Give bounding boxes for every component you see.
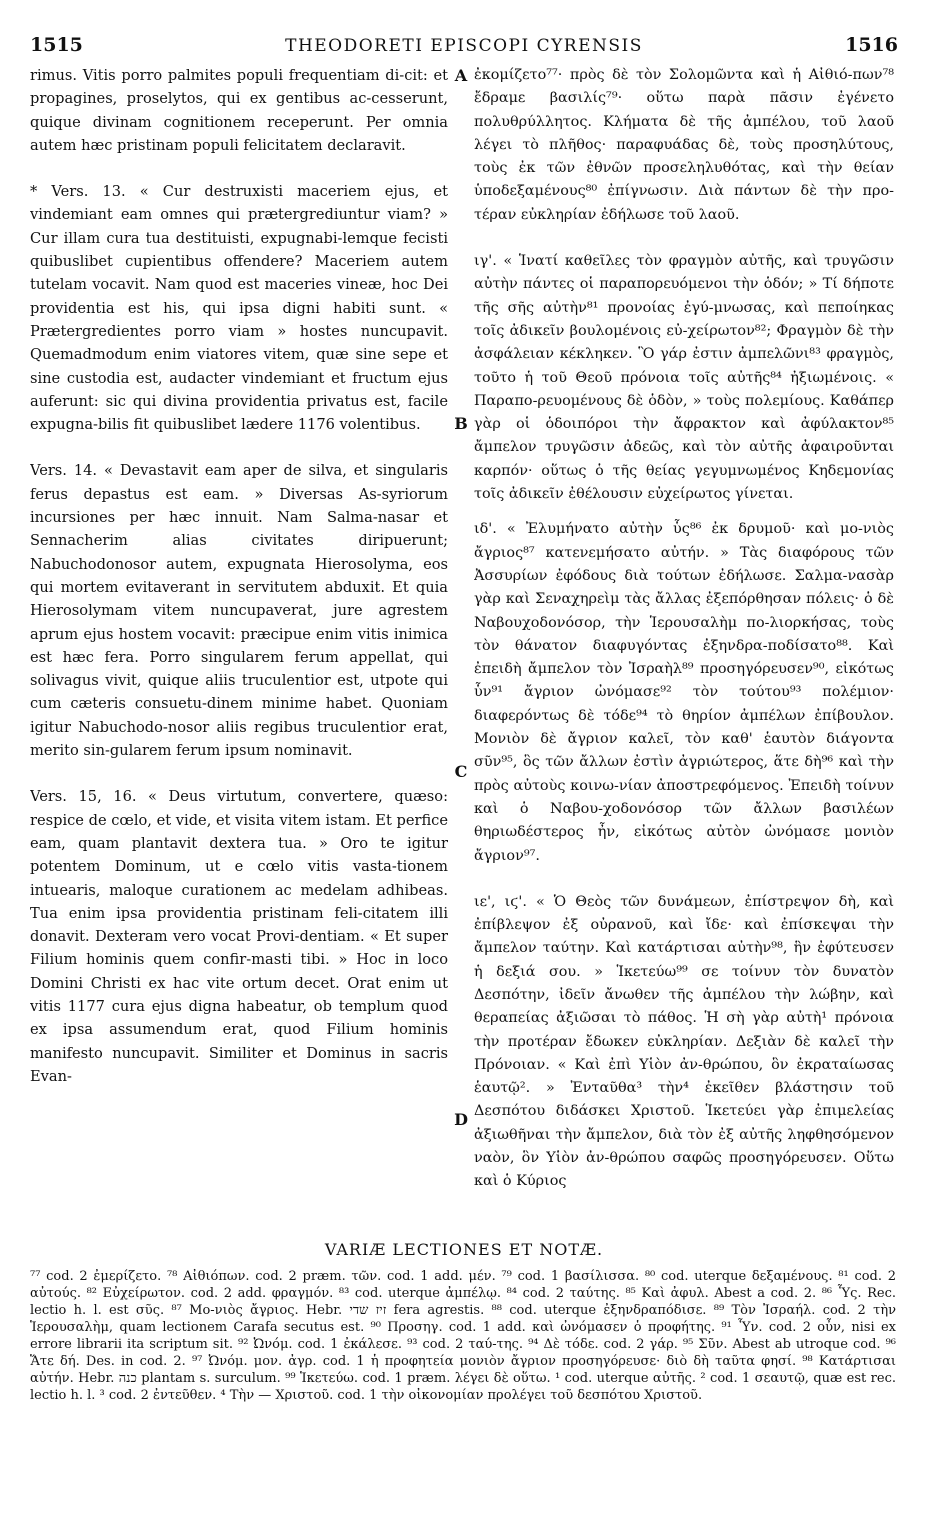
latin-paragraph: Vers. 15, 16. « Deus virtutum, convertere, quæso: respice de cœlo, et vide, et visita vitem istam. Et perfice eam, quam plantavit dextera tua. » Oro te igitur potentem Dominum, ut e cœlo vitis vasta-tionem intuearis, maloque curationem ac medelam adhibeas. Tua enim ipsa providentia pristinam feli-citatem illi donavit. Dexteram vero vocat Provi-dentiam. « Et super Filium hominis quem confir-masti tibi. » Hoc in loco Domini Christi ex hac vite ortum decet. Orat enim ut vitis 1177 cura ejus digna habeatur, ob templum quod ex ipsa assumendum erat, quod Filium hominis manifesto nuncupavit. Similiter et Dominus in sacris Evan- [30,788,448,1085]
greek-column [474,64,894,1234]
margin-letter-b: B [454,414,468,433]
greek-paragraph: ιε', ιϛ'. « Ὁ Θεὸς τῶν δυνάμεων, ἐπίστρεψον δὴ, καὶ ἐπίβλεψον ἐξ οὐρανοῦ, καὶ ἴδε· καὶ ἐπίσκεψαι τὴν ἄμπελον ταύτην. Καὶ κατάρτισαι αὐτὴν⁹⁸, ἣν ἐφύτευσεν ἡ δεξιά σου. » Ἱκετεύω⁹⁹ σε τοίνυν τὸν δυνατὸν Δεσπότην, ἰδεῖν ἄνωθεν τῆς ἀμπέλου τὴν λώβην, καὶ θεραπείας ἀξιῶσαι τὸ πάθος. Ἡ σὴ γὰρ αὐτὴ¹ πρόνοια τὴν προτέραν ἔδωκεν εὐκληρίαν. Δεξιὰν δὲ καλεῖ τὴν Πρόνοιαν. « Καὶ ἐπὶ Υἱὸν ἀν-θρώπου, ὃν ἐκραταίωσας ἑαυτῷ². » Ἐνταῦθα³ τὴν⁴ ἐκεῖθεν βλάστησιν τοῦ Δεσπότου διδάσκει Χριστοῦ. Ἱκετεύει γὰρ ἐπιμελείας ἀξιωθῆναι τὴν ἄμπελον, διὰ τὸν ἐξ αὐτῆς ληφθησόμενον ναὸν, ὃν Υἱὸν ἀν-θρώπου σαφῶς προσηγόρευσεν. Οὕτω καὶ ὁ Κύριος [474,893,894,1190]
notes-heading: VARIÆ LECTIONES ET NOTÆ. [324,1240,604,1259]
latin-paragraph: * Vers. 13. « Cur destruxisti maceriem ejus, et vindemiant eam omnes qui prætergrediuntur viam? » Cur illam cura tua destituisti, expugnabi-lemque fecisti quibuslibet cupientibus offendere? Maceriem autem tutelam vocavit. Nam quod est maceries vineæ, hoc Dei providentia est his, qui ipsa digni habiti sunt. « Prætergredientes porro viam » hostes nuncupavit. Quemadmodum enim viatores vitem, quæ sine sepe et sine custodia est, audacter vindemiant et fructum ejus auferunt: sic qui divina providentia privatus est, facile expugna-bilis fit quibuslibet lædere 1176 volentibus. [30,183,448,434]
page-number-left: 1515 [30,34,83,56]
margin-letter-c: C [454,762,468,781]
greek-paragraph: ιγ'. « Ἱνατί καθεῖλες τὸν φραγμὸν αὐτῆς, καὶ τρυγῶσιν αὐτὴν πάντες οἱ παραπορευόμενοι τὴν ὁδόν; » Τί δήποτε τῆς σῆς αὐτὴν⁸¹ προνοίας ἐγύ-μνωσας, καὶ πεποίηκας τοῖς ἀδικεῖν βουλομένοις εὐ-χείρωτον⁸²; Φραγμὸν δὲ τὴν ἀσφάλειαν κέκληκεν. Ὃ γάρ ἐστιν ἀμπελῶνι⁸³ φραγμὸς, τοῦτο ἡ τοῦ Θεοῦ πρόνοια τοῖς αὐτῆς⁸⁴ ἠξιωμένοις. « Παραπο-ρευομένους δὲ ὁδὸν, » τοὺς πολεμίους. Καθάπερ γὰρ οἱ ὁδοιπόροι τὴν ἄφρακτον καὶ ἀφύλακτον⁸⁵ ἄμπελον τρυγῶσιν ἀδεῶς, καὶ τὸν αὐτῆς ἀφαιροῦνται καρπόν· οὕτως ὁ τῆς θείας γεγυμνωμένος Κηδεμονίας τοῖς ἀδικεῖν ἐθέλουσιν εὐχείρωτος γίνεται. [474,253,894,503]
latin-paragraph: rimus. Vitis porro palmites populi frequentiam di-cit: et propagines, proselytos, qui ex gentibus ac-cesserunt, quique divinam cognitionem receperunt. Per omnia autem hæc pristinam populi felicitatem declaravit. [30,67,448,154]
page-number-right: 1516 [845,34,898,56]
latin-paragraph: Vers. 14. « Devastavit eam aper de silva, et singularis ferus depastus est eam. » Diversas As-syriorum incursiones per hæc innuit. Nam Salma-nasar et Sennacherim alias civitates diripuerunt; Nabuchodonosor autem, expugnata Hierosolyma, eos qui mortem evitaverant in servitutem abduxit. Et quia Hierosolymam vitem nuncupaverat, jure agrestem aprum ejus hostem vocavit: præcipue enim vitis inimica est hæc fera. Porro singularem ferum appellat, qui solivagus vivit, quique aliis truculentior est, utpote qui cum cæteris consuetu-dinem minime habet. Quoniam igitur Nabuchodo-nosor aliis regibus truculentior erat, merito sin-gularem ferum ipsum nominavit. [30,462,448,760]
running-title: THEODORETI EPISCOPI CYRENSIS [285,36,643,56]
latin-column [30,64,448,1234]
greek-paragraph: ιδ'. « Ἐλυμήνατο αὐτὴν ὗς⁸⁶ ἐκ δρυμοῦ· καὶ μο-νιὸς ἄγριος⁸⁷ κατενεμήσατο αὐτήν. » Τὰς διαφόρους τῶν Ἀσσυρίων ἐφόδους διὰ τούτων ἐδήλωσε. Σαλμα-νασὰρ γὰρ καὶ Σεναχηρεὶμ τὰς ἄλλας ἐξεπόρθησαν πόλεις· ὁ δὲ Ναβουχοδονόσορ, τὴν Ἱερουσαλὴμ πο-λιορκήσας, τοὺς τὸν θάνατον διαφυγόντας ἐξηνδρα-ποδίσατο⁸⁸. Καὶ ἐπειδὴ ἄμπελον τὸν Ἰσραὴλ⁸⁹ προσηγόρευσεν⁹⁰, εἰκότως ὗν⁹¹ ἄγριον ὠνόμασε⁹² τὸν τούτου⁹³ πολέμιον· διαφερόντως δὲ τόδε⁹⁴ τὸ θηρίον ἀμπέλων ἐπίβουλον. Μονιὸν δὲ ἄγριον καλεῖ, τὸν καθ' ἑαυτὸν διάγοντα σῦν⁹⁵, ὃς τῶν ἄλλων ἐστὶν ἀγριώτερος, ἅτε δὴ⁹⁶ καὶ τὴν πρὸς αὐτοὺς κοινω-νίαν ἀποστρεφόμενος. Ἐπειδὴ τοίνυν καὶ ὁ Ναβου-χοδονόσορ τῶν ἄλλων βασιλέων θηριωδέστερος ἦν, εἰκότως αὐτὸν ὠνόμασε μονιὸν ἄγριον⁹⁷. [474,521,894,864]
page-header [30,34,898,64]
margin-letter-a: A [454,66,468,85]
variant-readings-notes: ⁷⁷ cod. 2 ἐμερίζετο. ⁷⁸ Αἰθιόπων. cod. 2 præm. τῶν. cod. 1 add. μέν. ⁷⁹ cod. 1 βασίλισσα. ⁸⁰ cod. uterque δεξαμένους. ⁸¹ cod. 2 αὐτούς. ⁸² Εὐχείρωτον. cod. 2 add. φραγμόν. ⁸³ cod. uterque ἀμπέλῳ. ⁸⁴ cod. 2 ταύτης. ⁸⁵ Καὶ ἀφυλ. Abest a cod. 2. ⁸⁶ Ὗς. Rec. lectio h. l. est σῦς. ⁸⁷ Μο-νιὸς ἄγριος. Hebr. זיז שדי fera agrestis. ⁸⁸ cod. uterque ἐξηνδραπόδισε. ⁸⁹ Τὸν Ἰσραήλ. cod. 2 τὴν Ἱερουσαλὴμ, quam lectionem Carafa secutus est. ⁹⁰ Προσηγ. cod. 1 add. καὶ ὠνόμασεν ὁ προφήτης. ⁹¹ Ὗν. cod. 2 οὖν, nisi ex errore librarii ita scriptum sit. ⁹² Ὠνόμ. cod. 1 ἐκάλεσε. ⁹³ cod. 2 ταύ-της. ⁹⁴ Δὲ τόδε. cod. 2 γάρ. ⁹⁵ Σῦν. Abest ab utroque cod. ⁹⁶ Ἅτε δή. Des. in cod. 2. ⁹⁷ Ὠνόμ. μον. ἀγρ. cod. 1 ἡ προφητεία μονιὸν ἄγριον προσηγόρευσε· διὸ δὴ ταῦτα φησί. ⁹⁸ Κατάρτισαι αὐτήν. Hebr. כנה plantam s. surculum. ⁹⁹ Ἱκετεύω. cod. 1 præm. λέγει δὲ οὕτω. ¹ cod. uterque αὐτῆς. ² cod. 1 σεαυτῷ, quæ est rec. lectio h. l. ³ cod. 2 ἐντεῦθεν. ⁴ Τὴν — Χριστοῦ. cod. 1 τὴν οἰκονομίαν προλέγει τοῦ δεσπότου Χριστοῦ. [30,1269,896,1403]
margin-letter-d: D [454,1110,468,1129]
greek-paragraph: ἐκομίζετο⁷⁷· πρὸς δὲ τὸν Σολομῶντα καὶ ἡ Αἰθιό-πων⁷⁸ ἔδραμε βασιλίς⁷⁹· οὕτω παρὰ πᾶσιν ἐγένετο πολυθρύλλητος. Κλήματα δὲ τῆς ἀμπέλου, τοῦ λαοῦ λέγει τὸ πλῆθος· παραφυάδας δὲ, τοὺς προσηλύτους, τοὺς ἐκ τῶν ἐθνῶν προσεληλυθότας, καὶ τὴν θείαν ὑποδεξαμένους⁸⁰ ἐπίγνωσιν. Διὰ πάντων δὲ τὴν προ-τέραν εὐκληρίαν ἐδήλωσε τοῦ λαοῦ. [474,67,894,223]
